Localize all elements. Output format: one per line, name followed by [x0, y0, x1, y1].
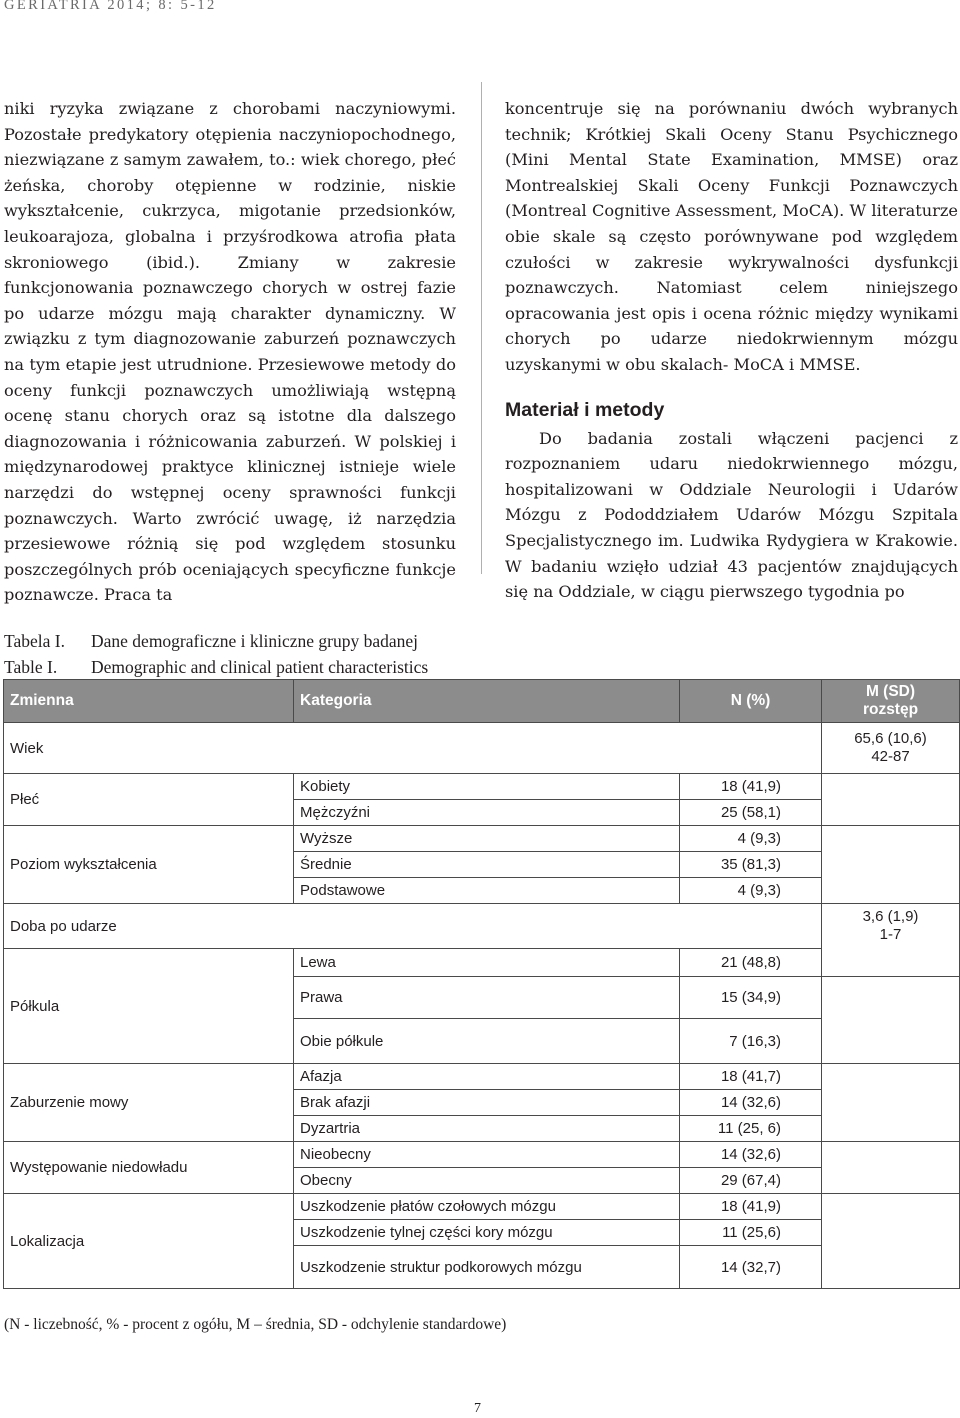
table-row	[4, 1142, 960, 1168]
row-label: Wiek	[4, 723, 822, 774]
table-header-row	[4, 680, 960, 723]
header-msd: M (SD) rozstęp	[822, 680, 960, 723]
table-row	[4, 774, 960, 800]
row-label: Lokalizacja	[4, 1194, 294, 1289]
n-cell: 7 (16,3)	[680, 1019, 822, 1064]
header-n: N (%)	[680, 680, 822, 723]
empty-cell	[822, 1064, 960, 1142]
n-cell: 25 (58,1)	[680, 800, 822, 826]
table-captions	[4, 628, 428, 680]
n-cell: 35 (81,3)	[680, 852, 822, 878]
row-label: Występowanie niedowładu	[4, 1142, 294, 1194]
right-column	[505, 96, 958, 605]
running-header: GERIATRIA 2014; 8: 5-12	[4, 0, 217, 13]
header-kategoria: Kategoria	[294, 680, 680, 723]
caption-en-label: Table I.	[4, 657, 58, 677]
n-cell: 4 (9,3)	[680, 826, 822, 852]
table-row	[4, 1194, 960, 1220]
row-label: Płeć	[4, 774, 294, 826]
category-cell: Lewa	[294, 949, 680, 977]
right-paragraph-2: Do badania zostali włączeni pacjenci z rozpoznaniem udaru niedokrwiennego mózgu, hospitalizowani w Oddziale Neurologii i Udarów Mózgu z Pododdziałem Udarów Mózgu Szpitala Specjalistycznego im. Ludwika Rydygiera w Krakowie. W badaniu wzięło udział 43 pacjentów znajdujących się na Oddziale, w ciągu pierwszego tygodnia po	[505, 428, 958, 602]
n-cell: 18 (41,9)	[680, 1194, 822, 1220]
msd-cell: 3,6 (1,9) 1-7	[822, 904, 960, 977]
msd-cell: 65,6 (10,6) 42-87	[822, 723, 960, 774]
category-cell: Uszkodzenie struktur podkorowych mózgu	[294, 1246, 680, 1289]
category-cell: Brak afazji	[294, 1090, 680, 1116]
empty-cell	[822, 1194, 960, 1289]
page-number: 7	[474, 1401, 481, 1416]
category-cell: Mężczyźni	[294, 800, 680, 826]
column-divider	[481, 82, 482, 574]
category-cell: Wyższe	[294, 826, 680, 852]
category-cell: Obie półkule	[294, 1019, 680, 1064]
left-column	[4, 96, 456, 608]
caption-en-text: Demographic and clinical patient characteristics	[91, 657, 429, 677]
category-cell: Nieobecny	[294, 1142, 680, 1168]
caption-pl-text: Dane demograficzne i kliniczne grupy badanej	[91, 631, 419, 651]
row-label: Doba po udarze	[4, 904, 822, 949]
n-cell: 21 (48,8)	[680, 949, 822, 977]
category-cell: Podstawowe	[294, 878, 680, 904]
caption-pl-label: Tabela I.	[4, 631, 65, 651]
empty-cell	[822, 774, 960, 826]
row-label: Półkula	[4, 949, 294, 1064]
n-cell: 14 (32,6)	[680, 1142, 822, 1168]
category-cell: Prawa	[294, 977, 680, 1019]
category-cell: Średnie	[294, 852, 680, 878]
category-cell: Dyzartria	[294, 1116, 680, 1142]
category-cell: Afazja	[294, 1064, 680, 1090]
demographics-table	[3, 679, 960, 1289]
category-cell: Uszkodzenie płatów czołowych mózgu	[294, 1194, 680, 1220]
n-cell: 11 (25,6)	[680, 1220, 822, 1246]
n-cell: 14 (32,7)	[680, 1246, 822, 1289]
table-row	[4, 826, 960, 852]
left-paragraph: niki ryzyka związane z chorobami naczyniowymi. Pozostałe predykatory otępienia naczyniopochodnego, niezwiązane z samym zawałem, to.: wiek chorego, płeć żeńska, choroby otępienne w rodzinie, niskie wykształcenie, cukrzyca, migotanie przedsionków, leukoarajoza, globalna i przyśrodkowa atrofia płata skroniowego (ibid.). Zmiany w zakresie funkcjonowania poznawczego chorych w ostrej fazie po udarze mózgu mają charakter dynamiczny. W związku z tym diagnozowanie zaburzeń poznawczych na tym etapie jest utrudnione. Przesiewowe metody do oceny funkcji poznawczych umożliwiają wstępną ocenę stanu chorych oraz są istotne dla dalszego diagnozowania i różnicowania zaburzeń. W polskiej i międzynarodowej praktyce klinicznej istnieje wiele narzędzi do wstępnej oceny sprawności funkcji poznawczych. Warto zwrócić uwagę, iż narzędzia przesiewowe różnią się pod względem stosunku poszczególnych prób oceniających specyficzne funkcje poznawcze. Praca ta	[4, 99, 456, 605]
table-row	[4, 723, 960, 774]
category-cell: Kobiety	[294, 774, 680, 800]
right-paragraph-1: koncentruje się na porównaniu dwóch wybranych technik; Krótkiej Skali Oceny Stanu Psychicznego (Mini Mental State Examination, MMSE) oraz Montrealskiej Skali Oceny Funkcji Poznawczych (Montreal Cognitive Assessment, MoCA). W literaturze obie skale są często porównywane pod względem czułości w zakresie wykrywalności dysfunkcji poznawczych. Natomiast celem niniejszego opracowania jest opis i ocena różnic między wynikami chorych po udarze niedokrwiennym mózgu uzyskanymi w obu skalach- MoCA i MMSE.	[505, 99, 958, 374]
n-cell: 18 (41,7)	[680, 1064, 822, 1090]
category-cell: Uszkodzenie tylnej części kory mózgu	[294, 1220, 680, 1246]
n-cell: 14 (32,6)	[680, 1090, 822, 1116]
empty-cell	[822, 826, 960, 904]
row-label: Poziom wykształcenia	[4, 826, 294, 904]
empty-cell	[822, 977, 960, 1064]
table-row	[4, 949, 960, 977]
section-heading: Materiał i metody	[505, 398, 665, 421]
empty-cell	[822, 1142, 960, 1194]
category-cell: Obecny	[294, 1168, 680, 1194]
n-cell: 18 (41,9)	[680, 774, 822, 800]
row-label: Zaburzenie mowy	[4, 1064, 294, 1142]
table-row	[4, 1064, 960, 1090]
n-cell: 15 (34,9)	[680, 977, 822, 1019]
n-cell: 29 (67,4)	[680, 1168, 822, 1194]
header-zmienna: Zmienna	[4, 680, 294, 723]
table-row	[4, 904, 960, 949]
table-footnote: (N - liczebność, % - procent z ogółu, M – średnia, SD - odchylenie standardowe)	[4, 1316, 507, 1333]
n-cell: 11 (25, 6)	[680, 1116, 822, 1142]
n-cell: 4 (9,3)	[680, 878, 822, 904]
